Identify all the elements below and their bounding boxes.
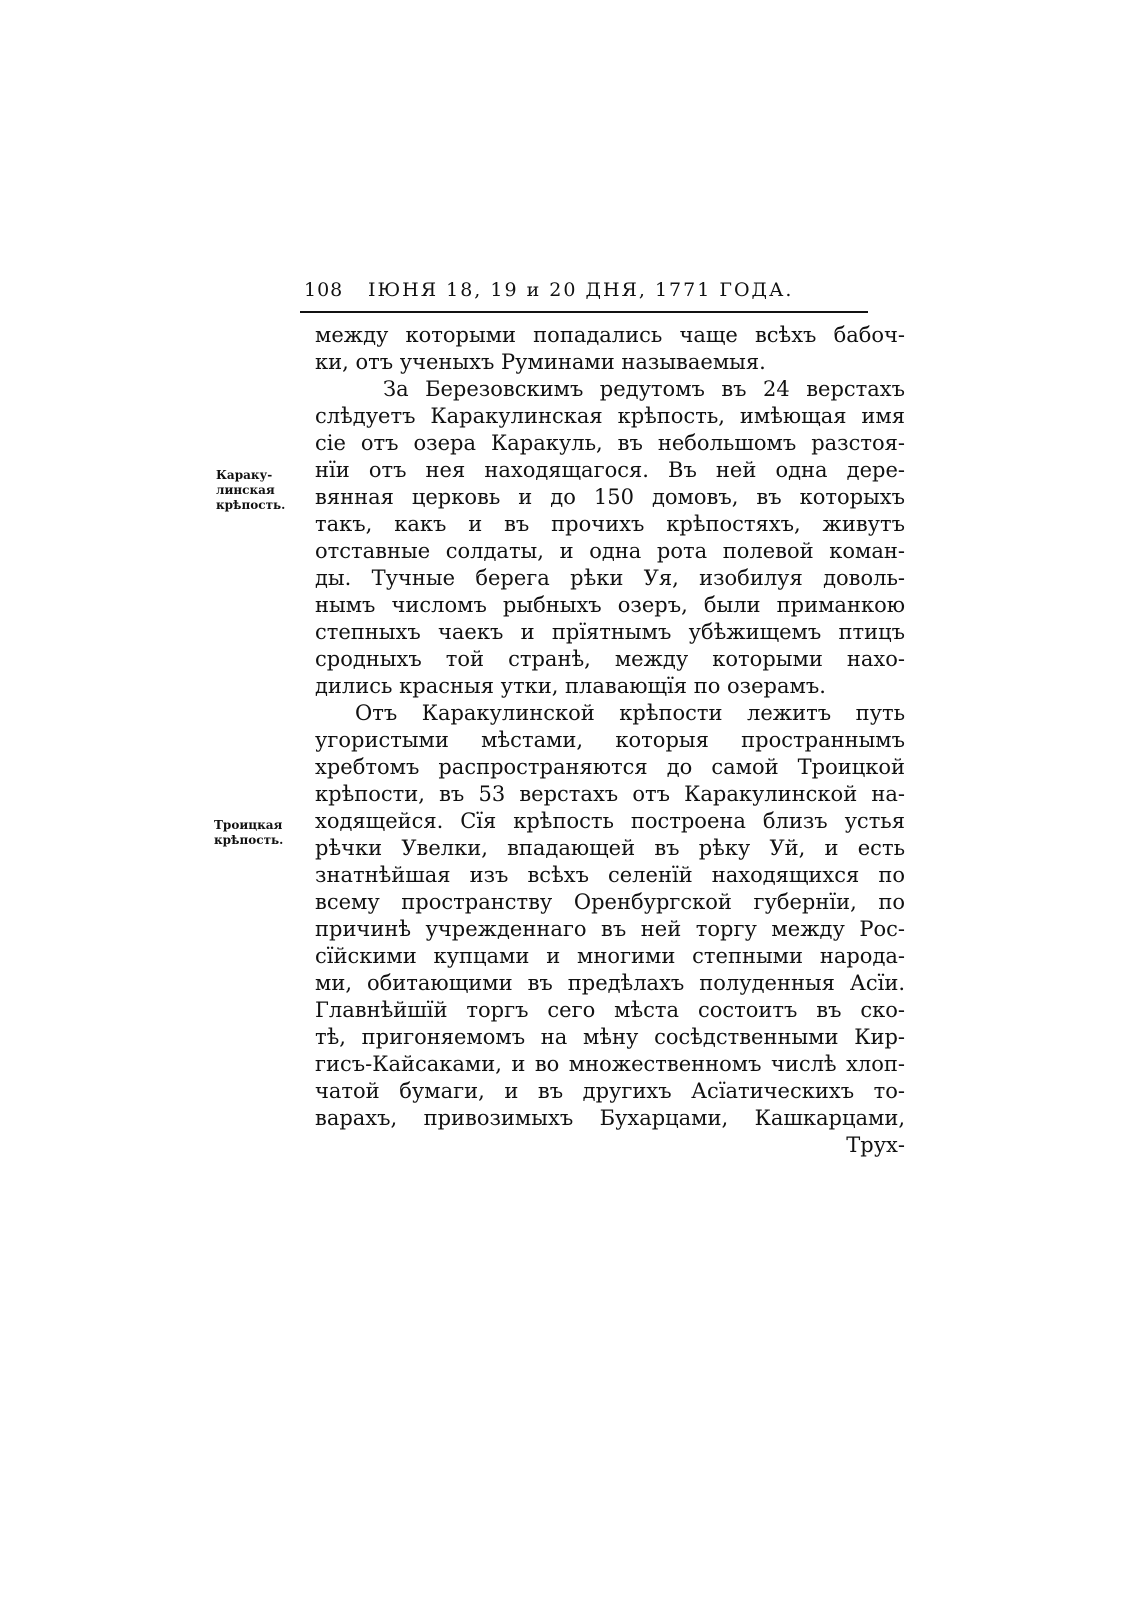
text-line: крѣпости, въ 53 верстахъ отъ Каракулинской на- xyxy=(315,782,905,806)
paragraph-start-line: Отъ Каракулинской крѣпости лежитъ путь xyxy=(355,701,905,725)
text-line: нїи отъ нея находящагося. Въ ней одна дере- xyxy=(315,458,905,482)
page-number: 108 xyxy=(304,279,344,301)
text-line: варахъ, привозимыхъ Бухарцами, Кашкарцами, xyxy=(315,1106,905,1130)
text-line: ки, отъ ученыхъ Руминами называемыя. xyxy=(315,350,766,374)
text-line: причинѣ учрежденнаго въ ней торгу между Рос- xyxy=(315,917,905,941)
text-line: степныхъ чаекъ и прїятнымъ убѣжищемъ птицъ xyxy=(315,620,905,644)
text-line: между которыми попадались чаще всѣхъ бабоч- xyxy=(315,323,905,347)
text-line: сродныхъ той странѣ, между которыми нахо- xyxy=(315,647,905,671)
text-line: сіе отъ озера Каракуль, въ небольшомъ разстоя- xyxy=(315,431,905,455)
text-line: хребтомъ распространяются до самой Троицкой xyxy=(315,755,905,779)
text-line: сїйскими купцами и многими степными народа- xyxy=(315,944,905,968)
text-line: вянная церковь и до 150 домовъ, въ которыхъ xyxy=(315,485,905,509)
text-line: знатнѣйшая изъ всѣхъ селенїй находящихся по xyxy=(315,863,905,887)
text-line: отставные солдаты, и одна рота полевой коман- xyxy=(315,539,905,563)
text-line: чатой бумаги, и въ другихъ Асїатическихъ то- xyxy=(315,1079,905,1103)
side-note-line: линская xyxy=(216,483,275,497)
side-note-line: Караку- xyxy=(216,468,273,482)
text-line: тѣ, пригоняемомъ на мѣну сосѣдственными Кир- xyxy=(315,1025,905,1049)
text-line: ды. Тучные берега рѣки Уя, изобилуя доволь- xyxy=(315,566,905,590)
text-line: такъ, какъ и въ прочихъ крѣпостяхъ, живутъ xyxy=(315,512,905,536)
running-head xyxy=(300,277,870,309)
side-note-line: крѣпость. xyxy=(214,833,284,847)
text-line: ми, обитающими въ предѣлахъ полуденныя Асїи. xyxy=(315,971,905,995)
text-line: угористыми мѣстами, которыя пространнымъ xyxy=(315,728,905,752)
text-line: нымъ числомъ рыбныхъ озеръ, были приманкою xyxy=(315,593,905,617)
text-line: рѣчки Увелки, впадающей въ рѣку Уй, и есть xyxy=(315,836,905,860)
side-note-karakulinskaya xyxy=(216,468,285,513)
side-note-line: Троицкая xyxy=(214,818,283,832)
text-line: всему пространству Оренбургской губернїи, по xyxy=(315,890,905,914)
header-rule xyxy=(300,311,868,313)
text-line: дились красныя утки, плавающїя по озерамъ. xyxy=(315,674,826,698)
running-head-title: ІЮНЯ 18, 19 и 20 ДНЯ, 1771 ГОДА. xyxy=(368,279,794,301)
text-line: слѣдуетъ Каракулинская крѣпость, имѣющая имя xyxy=(315,404,905,428)
body-text xyxy=(315,322,905,1159)
side-note-troitskaya xyxy=(214,818,283,848)
text-line: Главнѣйшїй торгъ сего мѣста состоитъ въ ско- xyxy=(315,998,905,1022)
catchword: Трух- xyxy=(846,1133,905,1157)
paragraph-start-line: За Березовскимъ редутомъ въ 24 верстахъ xyxy=(383,377,905,401)
side-note-line: крѣпость. xyxy=(216,498,286,512)
text-line: ходящейся. Сїя крѣпость построена близъ устья xyxy=(315,809,905,833)
text-line: гисъ-Кайсаками, и во множественномъ числѣ хлоп- xyxy=(315,1052,905,1076)
